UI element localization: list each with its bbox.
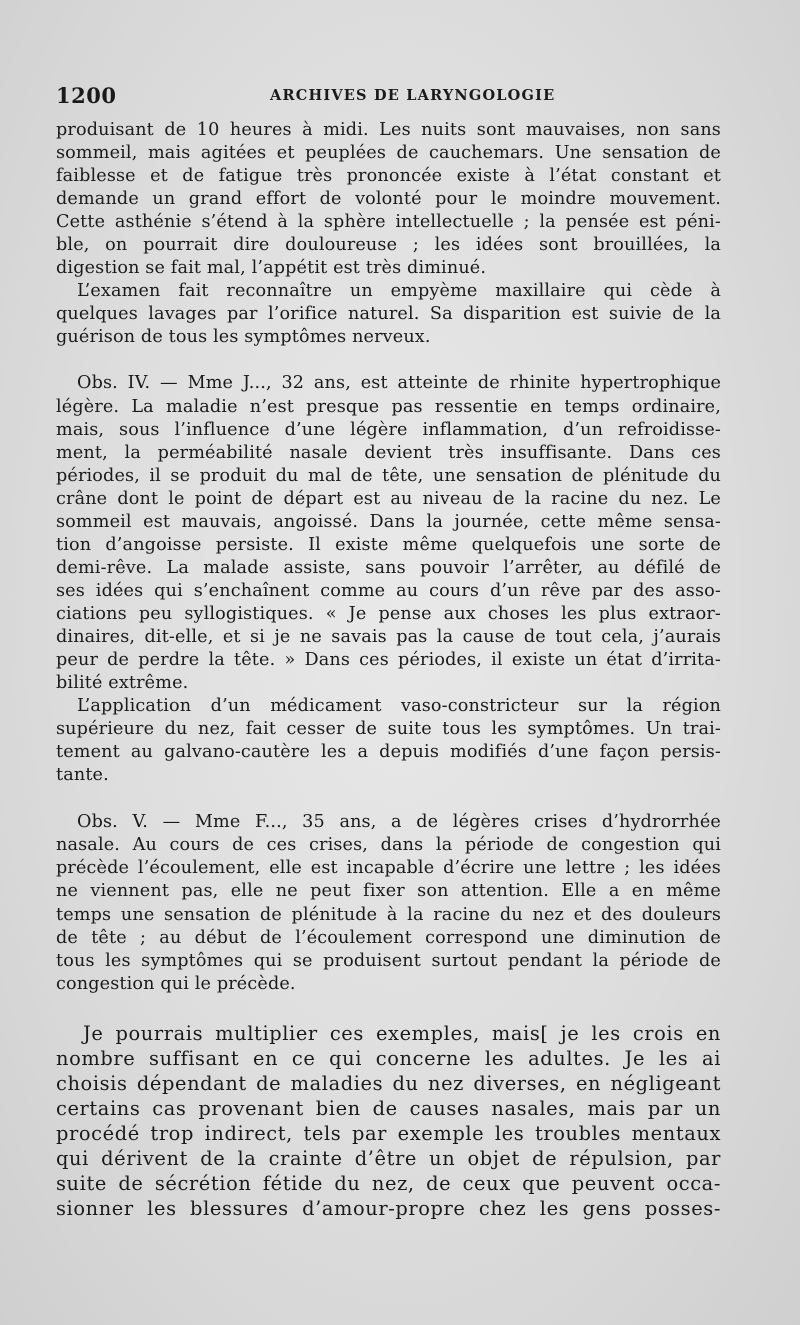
- text-line: ble, on pourrait dire douloureuse ; les idées sont brouillées, la: [56, 235, 721, 256]
- text-line: nombre suffisant en ce qui concerne les adultes. Je les ai: [56, 1046, 721, 1070]
- text-line: Obs. V. — Mme F..., 35 ans, a de légères crises d’hydrorrhée: [77, 812, 721, 833]
- text-line: de tête ; au début de l’écoulement correspond une diminution de: [56, 927, 721, 948]
- text-line: ciations peu syllogistiques. « Je pense aux choses les plus extraor-: [56, 603, 721, 624]
- text-line: ne viennent pas, elle ne peut fixer son attention. Elle a en même: [56, 881, 721, 902]
- text-line: tante.: [56, 765, 109, 786]
- text-line: précède l’écoulement, elle est incapable d’écrire une lettre ; les idées: [56, 858, 721, 879]
- paragraph-6: [56, 1021, 721, 1222]
- text-line: nasale. Au cours de ces crises, dans la période de congestion qui: [56, 835, 721, 856]
- text-line: L’examen fait reconnaître un empyème maxillaire qui cède à: [77, 281, 721, 302]
- text-line: tement au galvano-cautère les a depuis modifiés d’une façon persis-: [56, 742, 721, 763]
- paragraph-gap: [56, 349, 721, 372]
- text-line: sionner les blessures d’amour-propre chez les gens posses-: [56, 1197, 721, 1221]
- text-line: temps une sensation de plénitude à la racine du nez et des douleurs: [56, 904, 721, 925]
- paragraph-4: [56, 695, 721, 787]
- running-head: ARCHIVES DE LARYNGOLOGIE: [270, 87, 556, 104]
- text-line: supérieure du nez, fait cesser de suite tous les symptômes. Un trai-: [56, 719, 721, 740]
- text-line: dinaires, dit-elle, et si je ne savais pas la cause de tout cela, j’aurais: [56, 626, 721, 647]
- paragraph-5-obs-v: [56, 811, 721, 995]
- paragraph-1: [56, 119, 721, 280]
- paragraph-2: [56, 280, 721, 349]
- text-line: digestion se fait mal, l’appétit est très diminué.: [56, 258, 487, 279]
- text-line: sommeil, mais agitées et peuplées de cauchemars. Une sensation de: [56, 143, 721, 164]
- text-line: bilité extrême.: [56, 673, 189, 694]
- text-line: faiblesse et de fatigue très prononcée existe à l’état constant et: [56, 166, 721, 187]
- text-line: tion d’angoisse persiste. Il existe même quelquefois une sorte de: [56, 534, 721, 555]
- text-line: mais, sous l’influence d’une légère inflammation, d’un refroidisse-: [56, 419, 721, 440]
- text-line: demi-rêve. La malade assiste, sans pouvoir l’arrêter, au défilé de: [56, 557, 721, 578]
- text-line: quelques lavages par l’orifice naturel. Sa disparition est suivie de la: [56, 304, 721, 325]
- text-line: demande un grand effort de volonté pour le moindre mouvement.: [56, 189, 721, 210]
- paragraph-3-obs-iv: [56, 372, 721, 695]
- text-line: qui dérivent de la crainte d’être un objet de répulsion, par: [56, 1147, 721, 1171]
- text-line: légère. La maladie n’est presque pas ressentie en temps ordinaire,: [56, 396, 721, 417]
- text-line: Obs. IV. — Mme J..., 32 ans, est atteinte de rhinite hypertrophique: [77, 373, 721, 394]
- body-text: [56, 119, 721, 1221]
- text-line: suite de sécrétion fétide du nez, de ceux que peuvent occa-: [56, 1172, 721, 1196]
- page-number: 1200: [56, 83, 117, 108]
- text-line: Je pourrais multiplier ces exemples, mais[ je les crois en: [83, 1021, 721, 1045]
- text-line: sommeil est mauvais, angoissé. Dans la journée, cette même sensa-: [56, 511, 721, 532]
- text-line: L’application d’un médicament vaso-constricteur sur la région: [77, 696, 721, 717]
- text-line: procédé trop indirect, tels par exemple les troubles mentaux: [56, 1122, 721, 1146]
- text-line: tous les symptômes qui se produisent surtout pendant la période de: [56, 950, 721, 971]
- text-line: guérison de tous les symptômes nerveux.: [56, 327, 431, 348]
- text-line: Cette asthénie s’étend à la sphère intellectuelle ; la pensée est péni-: [56, 212, 721, 233]
- paragraph-gap: [56, 787, 721, 811]
- text-line: peur de perdre la tête. » Dans ces périodes, il existe un état d’irrita-: [56, 650, 721, 671]
- text-line: certains cas provenant bien de causes nasales, mais par un: [56, 1096, 721, 1120]
- text-line: choisis dépendant de maladies du nez diverses, en négligeant: [56, 1071, 721, 1095]
- text-line: congestion qui le précède.: [56, 973, 296, 994]
- text-line: ment, la perméabilité nasale devient très insuffisante. Dans ces: [56, 442, 721, 463]
- page-header: [56, 83, 736, 109]
- text-line: crâne dont le point de départ est au niveau de la racine du nez. Le: [56, 488, 721, 509]
- text-line: ses idées qui s’enchaînent comme au cours d’un rêve par des asso-: [56, 580, 721, 601]
- text-line: périodes, il se produit du mal de tête, une sensation de plénitude du: [56, 465, 721, 486]
- text-line: produisant de 10 heures à midi. Les nuits sont mauvaises, non sans: [56, 120, 721, 140]
